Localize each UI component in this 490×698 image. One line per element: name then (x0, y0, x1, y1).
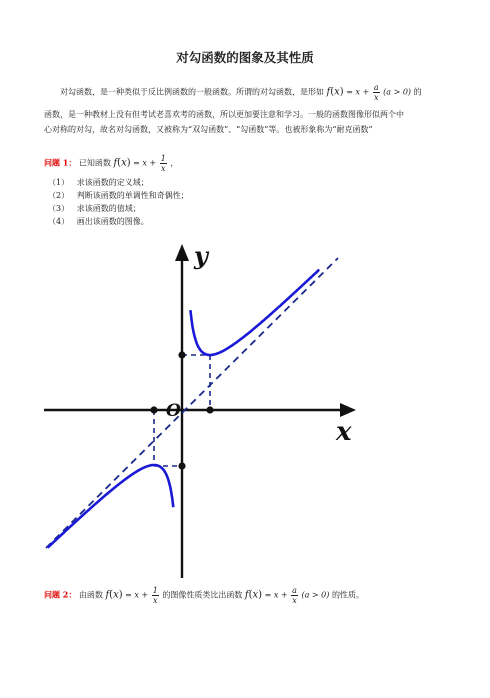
frac-den: x (373, 93, 379, 102)
question-2-label: 问题 2： (44, 589, 77, 600)
question-1-end: ， (170, 158, 179, 168)
origin-label: O (166, 401, 181, 421)
func-eq: = x + (346, 87, 370, 97)
intro-text: 对勾函数，是一种类似于反比例函数的一般函数。所谓的对勾函数，是形如 (60, 87, 324, 97)
item-number: （2） (48, 191, 70, 200)
item-text: 求该函数的值域； (76, 204, 141, 213)
question-1: 问题 1： 已知函数 f(x) = x + $\frac{1}{x}$ ， (44, 154, 179, 173)
item-text: 判断该函数的单调性和奇偶性； (76, 191, 189, 200)
fraction-a-over-x (291, 586, 298, 605)
question-2: 问题 2： 由函数 f(x) = x + $\frac{1}{x}$ 的图像性质类比出函数 f(x) = x + $\frac{a}{x}$ (a > 0) 的性质。 (44, 586, 364, 605)
func-f: f (326, 86, 331, 98)
frac-den: x (153, 596, 158, 605)
x-axis-arrow-icon (340, 403, 356, 417)
y-axis-arrow-icon (175, 244, 189, 261)
item-text: 画出该函数的图像。 (76, 217, 149, 226)
point-y-neg2 (178, 462, 185, 469)
func-eq: = x + (264, 590, 288, 600)
func-x: x (113, 589, 119, 601)
func-x: x (121, 157, 127, 169)
question-1-text: 已知函数 (78, 158, 111, 168)
point-x-neg1 (150, 406, 157, 413)
point-x-1 (206, 406, 213, 413)
question-1-label: 问题 1： (44, 157, 77, 168)
intro-de: 的 (413, 87, 422, 97)
func-x: x (334, 86, 340, 98)
func-eq: = x + (125, 590, 149, 600)
point-y-2 (178, 351, 185, 358)
frac-den: x (292, 596, 297, 605)
question-2-mid: 的图像性质类比出函数 (162, 590, 243, 600)
func-f: f (105, 589, 110, 601)
page-title: 对勾函数的图象及其性质 (176, 50, 314, 65)
item-number: （3） (48, 204, 70, 213)
func-cond: (a > 0) (383, 87, 412, 97)
asymptote-line (46, 258, 338, 548)
item-number: （4） (48, 217, 70, 226)
curve-right-branch (190, 270, 319, 355)
func-x: x (252, 589, 259, 601)
y-axis-label: y (194, 241, 208, 270)
func-eq: = x + (133, 158, 157, 168)
item-number: （1） (48, 178, 70, 187)
func-f: f (113, 157, 118, 169)
curve-left-branch (48, 465, 174, 548)
item-text: 求该函数的定义域； (76, 178, 149, 187)
func-f: f (244, 589, 249, 601)
func-cond: (a > 0) (301, 590, 330, 600)
frac-num: 1 (160, 154, 166, 163)
frac-num: 1 (152, 586, 158, 595)
intro-line-1: 对勾函数，是一种类似于反比例函数的一般函数。所谓的对勾函数，是形如 f(x) = x + $\frac{a}{x}$ (a > 0) 的 (60, 83, 422, 102)
frac-num: a (373, 83, 379, 92)
question-2-end: 的性质。 (331, 590, 364, 600)
x-axis-label: x (336, 417, 352, 447)
question-2-text: 由函数 (78, 590, 103, 600)
intro-line-3: 心对称的对勾，故名对勾函数，又被称为“双勾函数”、“勾函数”等。也被形象称为“耐克函数” (44, 125, 373, 134)
frac-den: x (161, 164, 166, 173)
fraction-1-over-x (152, 586, 159, 605)
intro-line-2: 函数，是一种教材上没有但考试老喜欢考的函数，所以更加要注意和学习。一般的函数图像形似两个中 (44, 110, 404, 119)
frac-num: a (292, 586, 297, 595)
